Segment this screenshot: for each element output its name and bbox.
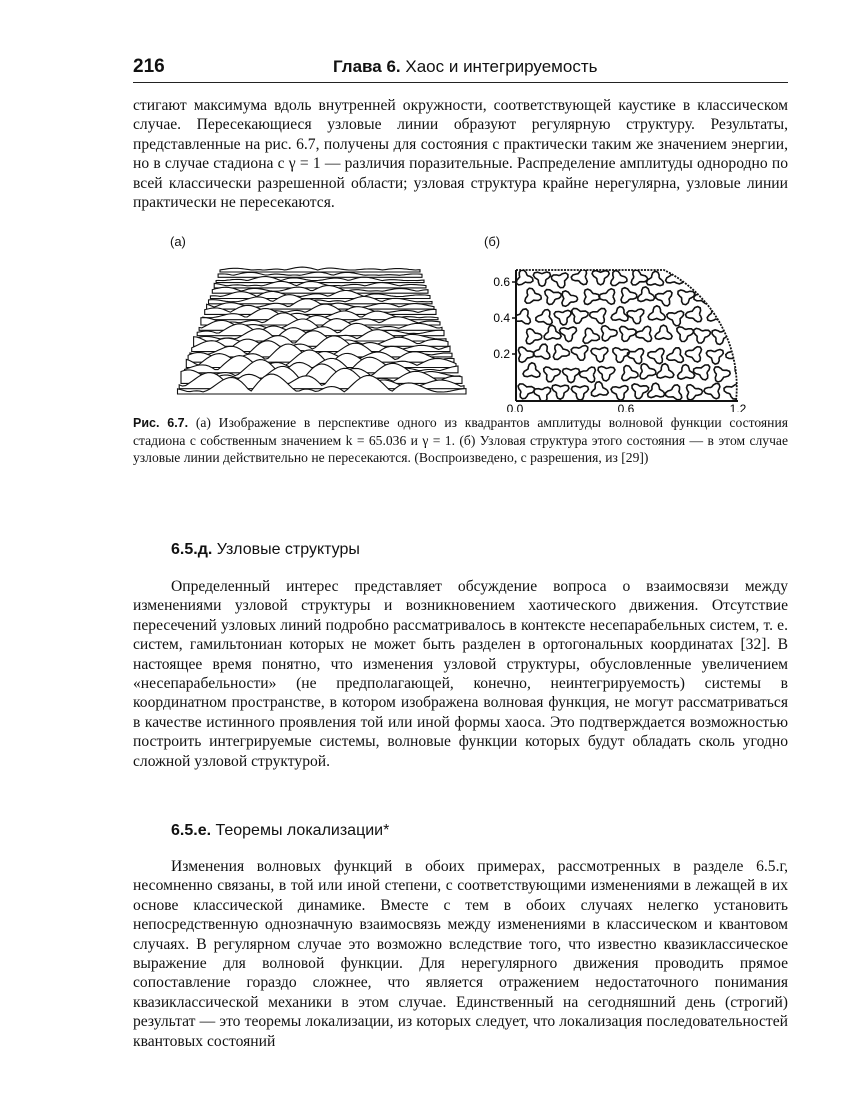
- nodal-line: [648, 383, 665, 398]
- nodal-line: [551, 273, 568, 288]
- nodal-line: [627, 309, 644, 324]
- panel-a-label: (а): [170, 234, 186, 249]
- nodal-line: [544, 367, 561, 382]
- section-paragraph: Определенный интерес представляет обсуждение вопроса о взаимосвязи между изменениями узловой структуры и возникновением хаотического движения. Отсутствие пересечений узловых линий подробно рассматривалось в контексте несепарабельных систем, т. е. систем, гамильтониан которых не может быть разделен в ортогональных координатах [32]. В настоящее время понятно, что изменения узловой структуры, обусловленные увеличением «несепарабельности» (не предполагающей, конечно, неинтегрируемость) системы в координатном пространстве, в котором изображена волновая функция, не могут рассматриваться в качестве истинного проявления той или иной формы хаоса. Это подтверждается возможностью построить интегрируемые системы, волновые функции которых будут обладать сколь угодно сложной узловой структурой.: [133, 578, 788, 770]
- nodal-line: [516, 270, 533, 285]
- nodal-line: [724, 384, 740, 399]
- nodal-line: [677, 327, 694, 342]
- section-number: 6.5.д.: [171, 541, 213, 558]
- nodal-line: [638, 287, 655, 302]
- nodal-line: [560, 327, 577, 342]
- nodal-line: [694, 289, 710, 304]
- figure-caption: [133, 414, 788, 467]
- nodal-line: [704, 383, 720, 398]
- nodal-line: [611, 307, 628, 322]
- nodal-line: [715, 289, 731, 304]
- surface-lines: [178, 267, 467, 394]
- nodal-line: [518, 347, 534, 362]
- nodal-line: [518, 384, 534, 399]
- nodal-line: [598, 367, 615, 382]
- nodal-line: [733, 326, 750, 341]
- nodal-line: [640, 364, 656, 379]
- nodal-line: [601, 326, 617, 341]
- nodal-line: [678, 365, 695, 380]
- nodal-line: [646, 271, 663, 286]
- nodal-line: [708, 269, 724, 284]
- caption-number: Рис. 6.7.: [133, 416, 189, 430]
- nodal-line: [553, 344, 569, 359]
- nodal-line: [722, 310, 738, 325]
- page-number: 216: [133, 56, 165, 77]
- nodal-line: [686, 307, 702, 322]
- nodal-line: [544, 325, 561, 340]
- x-tick-label: 0.6: [617, 402, 635, 412]
- nodal-line: [545, 290, 561, 305]
- nodal-line: [599, 289, 615, 305]
- nodal-line: [572, 309, 588, 324]
- nodal-line: [620, 326, 636, 341]
- nodal-line: [622, 366, 638, 381]
- surface-line: [220, 267, 420, 272]
- nodal-line: [706, 350, 723, 365]
- section-number: 6.5.е.: [171, 822, 212, 839]
- nodal-line: [525, 288, 541, 303]
- nodal-lines: [514, 269, 752, 402]
- nodal-line: [657, 364, 674, 378]
- caption-text: (а) Изображение в перспективе одного из квадрантов амплитуды волновой функции состояния стадиона с собственным значением k = 65.036 и γ = 1. (б) Узловая структура этого состояния — в этом случае узловые линии действительно не пересекаются. (Воспроизведено, с разрешения, из [29]): [133, 415, 788, 466]
- nodal-line: [571, 269, 587, 284]
- nodal-line: [687, 385, 703, 400]
- nodal-line: [685, 272, 702, 287]
- nodal-line: [571, 386, 588, 400]
- page-header: [133, 56, 788, 83]
- section-title: Узловые структуры: [216, 541, 360, 558]
- nodal-line: [571, 346, 588, 361]
- nodal-line: [579, 367, 595, 382]
- intro-paragraph: стигают максимума вдоль внутренней окружности, соответствующей каустике в классическом случае. Пересекающиеся узловые линии образуют регулярную структуру. Результаты, представленные на рис. 6.7, получены для состояния с практически таким же значением энергии, но в случае стадиона с γ = 1 — различия поразительные. Распределение амплитуды однородно по всей классически разрешенной области; узловая структура крайне нерегулярна, узловые линии практически не пересекаются.: [133, 97, 788, 212]
- nodal-line: [694, 328, 711, 343]
- x-tick-label: 0.0: [506, 402, 524, 412]
- panel-b-label: (б): [484, 234, 501, 249]
- nodal-line: [554, 310, 571, 325]
- y-tick-label: 0.4: [493, 311, 510, 325]
- nodal-line: [667, 311, 684, 326]
- nodal-line: [526, 329, 542, 344]
- nodal-line: [685, 347, 701, 362]
- nodal-line: [590, 309, 606, 324]
- nodal-line: [621, 288, 637, 303]
- running-head: [333, 57, 597, 77]
- nodal-line: [648, 349, 664, 364]
- nodal-line: [552, 385, 569, 399]
- nodal-line: [636, 326, 652, 341]
- nodal-line: [631, 270, 647, 285]
- nodal-line: [656, 291, 672, 306]
- section-title: Теоремы локализации*: [215, 822, 390, 839]
- surface-line: [218, 272, 422, 277]
- nodal-line: [726, 346, 742, 361]
- section-heading: [171, 822, 389, 840]
- nodal-line: [611, 271, 627, 286]
- nodal-line: [666, 385, 682, 400]
- nodal-line: [583, 328, 599, 343]
- nodal-line: [648, 306, 665, 320]
- nodal-structure-plot: [486, 262, 776, 412]
- y-tick-label: 0.2: [493, 347, 510, 361]
- nodal-line: [591, 347, 608, 362]
- nodal-line: [592, 271, 609, 285]
- nodal-line: [728, 270, 744, 286]
- nodal-line: [533, 272, 550, 286]
- y-tick-label: 0.6: [493, 275, 510, 289]
- nodal-line: [584, 289, 600, 304]
- nodal-line: [536, 310, 552, 325]
- nodal-line: [694, 365, 710, 380]
- wavefunction-perspective-plot: [172, 262, 472, 402]
- chapter-label: Глава 6.: [333, 57, 401, 76]
- nodal-line: [733, 290, 749, 305]
- nodal-line: [533, 344, 550, 359]
- nodal-line: [678, 290, 695, 305]
- nodal-line: [655, 325, 672, 339]
- nodal-line: [591, 382, 608, 397]
- nodal-line: [611, 386, 628, 401]
- nodal-line: [667, 348, 684, 363]
- section-heading: [171, 541, 360, 559]
- section-paragraph: Изменения волновых функций в обоих примерах, рассмотренных в разделе 6.5.г, несомненно связаны, в той или иной степени, с соответствующими изменениями в лежащей в их основе классической динамике. Вместе с тем в обоих случаях нелегко установить непосредственную однозначную взаимосвязь между изменениями в классическом и квантовом случаях. В регулярном случае это возможно вследствие того, что известно квазиклассическое выражение для волновой функции. Для нерегулярного движения проводить прямое сопоставление гораздо сложнее, что является отражением недостаточного понимания квазиклассической механики в этом случае. Единственный на сегодняшний день (строгий) результат — это теоремы локализации, из которых следует, что локализация последовательностей квантовых состояний: [133, 858, 788, 1050]
- x-tick-label: 1.2: [729, 402, 747, 412]
- chapter-title: Хаос и интегрируемость: [405, 57, 598, 76]
- nodal-line: [523, 363, 540, 378]
- nodal-line: [562, 291, 578, 306]
- nodal-line: [714, 367, 730, 382]
- nodal-line: [735, 367, 752, 382]
- nodal-line: [534, 387, 551, 402]
- nodal-line: [627, 349, 643, 364]
- nodal-line: [562, 368, 579, 382]
- nodal-line: [632, 384, 649, 399]
